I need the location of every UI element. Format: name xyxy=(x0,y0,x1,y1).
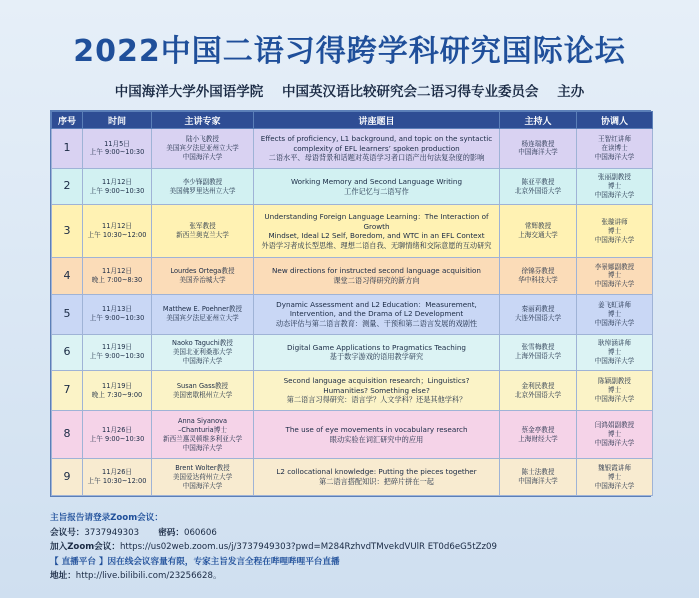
row-speaker xyxy=(152,294,254,334)
row-coordinator-line: 中国海洋大学 xyxy=(594,395,635,404)
row-topic-line: Effects of proficiency, L1 background, and topic on the syntactic xyxy=(260,133,493,143)
row-time-line: 上午 9:00~10:30 xyxy=(89,186,145,195)
row-host-line: 上海外国语大学 xyxy=(514,352,562,361)
row-number xyxy=(52,459,83,496)
row-coordinator-line: 张璇讲师 xyxy=(601,217,628,226)
schedule-table xyxy=(50,110,651,497)
organizer-2: 中国英汉语比较研究会二语习得专业委员会 xyxy=(282,84,539,100)
row-topic-line: The use of eye movements in vocabulary research xyxy=(285,424,468,434)
row-speaker-line: 美国宾夕法尼亚州立大学 xyxy=(166,314,239,323)
row-coordinator-line: 中国海洋大学 xyxy=(594,356,635,365)
password: 060606 xyxy=(184,527,217,538)
row-coordinator xyxy=(577,411,653,459)
row-number xyxy=(52,168,83,205)
address-line xyxy=(50,569,670,584)
address-link[interactable]: http://live.bilibili.com/23256628。 xyxy=(75,571,222,582)
meeting-id-line xyxy=(50,526,670,541)
row-host-line: 陈亚平教授 xyxy=(521,177,555,186)
row-host-line: 北京外国语大学 xyxy=(514,186,562,195)
row-topic-line: Dynamic Assessment and L2 Education：Measurement, xyxy=(276,299,477,309)
row-number-line: 6 xyxy=(63,344,71,358)
row-speaker-line: Brent Wolter教授 xyxy=(175,463,230,472)
row-speaker-line: 中国海洋大学 xyxy=(182,152,223,161)
row-coordinator xyxy=(577,168,653,205)
row-time-line: 上午 9:00~10:30 xyxy=(89,314,145,323)
row-speaker-line: Anna Siyanova xyxy=(177,416,228,425)
row-topic xyxy=(254,411,500,459)
row-coordinator-line: 博士 xyxy=(607,271,622,280)
row-host-line: 中国海洋大学 xyxy=(518,148,558,157)
row-time-line: 11月26日 xyxy=(102,425,132,434)
row-time-line: 上午 9:00~10:30 xyxy=(89,434,145,443)
row-topic xyxy=(254,294,500,334)
row-time-line: 上午 10:30~12:00 xyxy=(87,477,147,486)
row-host-line: 上海交通大学 xyxy=(518,231,558,240)
row-time-line: 11月12日 xyxy=(102,222,132,231)
row-number xyxy=(52,129,83,169)
row-time-line: 11月5日 xyxy=(104,139,130,148)
table-row xyxy=(52,334,653,371)
meeting-info xyxy=(50,511,670,584)
row-coordinator-line: 中国海洋大学 xyxy=(594,191,635,200)
row-host xyxy=(500,459,577,496)
row-speaker xyxy=(152,205,254,258)
row-topic-line: Second language acquisition research；Linguistics? xyxy=(283,376,470,385)
organizers xyxy=(0,80,699,100)
row-number xyxy=(52,205,83,258)
row-coordinator xyxy=(577,334,653,371)
row-speaker-line: 中国海洋大学 xyxy=(182,356,223,365)
row-host-line: 大连外国语大学 xyxy=(514,314,562,323)
row-coordinator-line: 闫鸿娟副教授 xyxy=(594,421,635,430)
row-speaker-line: 中国海洋大学 xyxy=(182,481,223,490)
row-coordinator xyxy=(577,129,653,169)
row-time xyxy=(83,334,152,371)
row-time xyxy=(83,411,152,459)
row-time xyxy=(83,168,152,205)
row-speaker xyxy=(152,168,254,205)
row-time-line: 11月19日 xyxy=(102,381,132,390)
row-number-line: 9 xyxy=(63,469,71,483)
row-host-line: 北京外国语大学 xyxy=(514,390,562,399)
row-topic-line: complexity of EFL learners’ spoken production xyxy=(293,143,460,153)
row-topic xyxy=(254,334,500,371)
row-speaker xyxy=(152,371,254,411)
row-host xyxy=(500,205,577,258)
row-number-line: 2 xyxy=(63,179,71,193)
header-host: 主持人 xyxy=(500,112,577,129)
join-line xyxy=(50,540,670,555)
row-number xyxy=(52,294,83,334)
row-topic-line: Working Memory and Second Language Writing xyxy=(290,176,463,186)
table-row xyxy=(52,459,653,496)
row-topic xyxy=(254,371,500,411)
row-topic-line: 动态评估与第二语言教育：测量、干预和第二语言发展的戏剧性 xyxy=(275,319,478,328)
row-time-line: 上午 9:00~10:30 xyxy=(89,352,145,361)
row-topic-line: 外语学习者成长型思维、理想二语自我、无聊情绪和交际意愿的互动研究 xyxy=(261,241,492,250)
table-row xyxy=(52,294,653,334)
row-topic xyxy=(254,258,500,295)
row-topic-line: Digital Game Applications to Pragmatics Teaching xyxy=(287,342,466,352)
row-host-line: 金利民教授 xyxy=(521,381,555,390)
row-speaker-line: 美国宾夕法尼亚州立大学 xyxy=(166,143,239,152)
row-time-line: 上午 10:30~12:00 xyxy=(87,231,147,240)
row-topic xyxy=(254,129,500,169)
row-time xyxy=(83,129,152,169)
row-speaker-line: Matthew E. Poehner教授 xyxy=(162,305,243,314)
row-host xyxy=(500,129,577,169)
row-speaker xyxy=(152,129,254,169)
table-body xyxy=(52,129,653,496)
row-coordinator-line: 博士 xyxy=(607,430,622,439)
row-topic-line: New directions for instructed second language acquisition xyxy=(272,266,481,276)
row-speaker-line: Susan Gass教授 xyxy=(176,381,229,390)
row-coordinator-line: 中国海洋大学 xyxy=(594,318,635,327)
row-coordinator-line: 在读博士 xyxy=(601,143,628,152)
row-host-line: 秦丽莉教授 xyxy=(521,305,555,314)
row-topic xyxy=(254,205,500,258)
row-time-line: 晚上 7:00~8:30 xyxy=(91,275,143,284)
row-coordinator xyxy=(577,258,653,295)
live-note: 【 直播平台 】因在线会议容量有限，专家主旨发言全程在哔哩哔哩平台直播 xyxy=(50,556,340,567)
row-time xyxy=(83,459,152,496)
header-no: 序号 xyxy=(52,112,83,129)
table-row xyxy=(52,168,653,205)
row-topic-line: Humanities? Something else? xyxy=(323,385,430,395)
header-topic: 讲座题目 xyxy=(254,112,500,129)
row-host xyxy=(500,294,577,334)
zoom-heading: 主旨报告请登录Zoom会议： xyxy=(50,513,163,523)
row-coordinator-line: 中国海洋大学 xyxy=(594,152,635,161)
row-topic-line: 第二语言搭配知识：把碎片拼在一起 xyxy=(318,477,434,487)
row-topic xyxy=(254,168,500,205)
row-coordinator-line: 中国海洋大学 xyxy=(594,235,635,244)
row-coordinator-line: 陈颖副教授 xyxy=(598,377,631,386)
table-row xyxy=(52,411,653,459)
row-coordinator-line: 张丽副教授 xyxy=(598,173,631,182)
row-topic-line: Mindset, Ideal L2 Self, Boredom, and WTC in an EFL Context xyxy=(268,231,485,241)
row-time xyxy=(83,258,152,295)
row-coordinator-line: 李景娜副教授 xyxy=(594,262,635,271)
row-speaker-line: Lourdes Ortega教授 xyxy=(170,267,235,276)
row-coordinator-line: 博士 xyxy=(607,386,622,395)
row-time xyxy=(83,294,152,334)
row-host-line: 徐锦芬教授 xyxy=(521,267,555,276)
organizer-role: 主办 xyxy=(557,84,585,100)
row-coordinator-line: 博士 xyxy=(607,182,622,191)
row-coordinator-line: 博士 xyxy=(607,226,622,235)
row-coordinator-line: 王智红讲师 xyxy=(598,135,631,144)
page-title: 2022中国二语习得跨学科研究国际论坛 xyxy=(73,34,626,69)
row-number-line: 1 xyxy=(63,141,71,154)
row-coordinator-line: 中国海洋大学 xyxy=(594,439,635,448)
row-topic-line: 课堂二语习得研究的新方向 xyxy=(333,275,420,285)
organizer-1: 中国海洋大学外国语学院 xyxy=(114,84,264,100)
row-host xyxy=(500,411,577,459)
row-coordinator-line: 魏银霞讲师 xyxy=(598,463,631,472)
address-label: 地址： xyxy=(50,571,76,582)
row-coordinator xyxy=(577,459,653,496)
row-time-line: 晚上 7:30~9:00 xyxy=(91,390,143,399)
row-speaker-line: 美国爱达荷州立大学 xyxy=(172,472,233,481)
row-number-line: 5 xyxy=(63,306,71,320)
row-coordinator xyxy=(577,294,653,334)
row-coordinator-line: 姜飞虹讲师 xyxy=(598,300,631,309)
join-url-link[interactable]: https://us02web.zoom.us/j/3737949303?pwd=M284RzhvdTMvekdVUlR ET0d6eG5tZz09 xyxy=(119,542,497,553)
row-coordinator-line: 中国海洋大学 xyxy=(594,280,635,289)
row-coordinator-line: 博士 xyxy=(607,309,622,318)
row-host-line: 蔡金亭教授 xyxy=(521,425,555,434)
row-topic-line: 工作记忆与二语写作 xyxy=(344,186,409,196)
row-host-line: 华中科技大学 xyxy=(518,275,558,284)
row-coordinator-line: 博士 xyxy=(607,347,622,356)
row-host-line: 杨连瑞教授 xyxy=(521,139,555,148)
row-speaker-line: 陆小飞教授 xyxy=(186,135,219,144)
row-host-line: 中国海洋大学 xyxy=(518,477,558,486)
row-topic-line: Intervention, and the Drama of L2 Development xyxy=(289,309,464,319)
row-coordinator-line: 博士 xyxy=(607,472,622,481)
table-row xyxy=(52,205,653,258)
row-host xyxy=(500,334,577,371)
row-topic-line: 二语水平、母语背景和话题对英语学习者口语产出句法复杂度的影响 xyxy=(268,153,485,163)
row-time-line: 11月12日 xyxy=(102,177,132,186)
row-number-line: 7 xyxy=(63,383,71,397)
row-topic-line: 基于数字游戏的语用教学研究 xyxy=(329,352,424,362)
row-number xyxy=(52,371,83,411)
row-time-line: 上午 9:00~10:30 xyxy=(89,148,145,157)
row-number xyxy=(52,411,83,459)
row-speaker-line: 美国佛罗里达州立大学 xyxy=(169,186,236,195)
table-row xyxy=(52,258,653,295)
row-time xyxy=(83,371,152,411)
row-speaker-line: 李少锋副教授 xyxy=(182,177,223,186)
row-coordinator xyxy=(577,205,653,258)
row-time-line: 11月12日 xyxy=(102,267,132,276)
join-label: 加入Zoom会议： xyxy=(50,542,120,553)
row-host xyxy=(500,258,577,295)
row-number xyxy=(52,334,83,371)
row-host xyxy=(500,168,577,205)
row-number xyxy=(52,258,83,295)
row-speaker-line: –Chanturia博士 xyxy=(178,425,227,434)
row-coordinator-line: 耿绰涵讲师 xyxy=(598,339,631,348)
row-time-line: 11月19日 xyxy=(102,343,132,352)
row-topic-line: L2 collocational knowledge: Putting the pieces together xyxy=(276,467,477,477)
row-host-line: 陈士法教授 xyxy=(521,468,555,477)
row-speaker-line: 美国密歇根州立大学 xyxy=(172,390,233,399)
row-coordinator-line: 中国海洋大学 xyxy=(594,481,635,490)
table-row xyxy=(52,129,653,169)
header-time: 时间 xyxy=(83,112,152,129)
row-host-line: 张雪梅教授 xyxy=(521,343,555,352)
row-speaker-line: 中国海洋大学 xyxy=(182,443,223,452)
row-time-line: 11月13日 xyxy=(102,305,132,314)
row-host xyxy=(500,371,577,411)
table-header-row xyxy=(52,112,653,129)
row-speaker-line: 美国乔治城大学 xyxy=(179,275,226,284)
row-time xyxy=(83,205,152,258)
row-host-line: 上海财经大学 xyxy=(518,434,558,443)
row-speaker-line: Naoko Taguchi教授 xyxy=(172,339,233,348)
row-speaker-line: 新西兰惠灵顿维多利亚大学 xyxy=(162,434,243,443)
table-row xyxy=(52,371,653,411)
row-speaker-line: 新西兰奥克兰大学 xyxy=(176,231,229,240)
row-topic xyxy=(254,459,500,496)
row-coordinator xyxy=(577,371,653,411)
meeting-id: 3737949303 xyxy=(84,527,140,538)
row-speaker xyxy=(152,459,254,496)
row-number-line: 8 xyxy=(63,427,71,441)
row-topic-line: 眼动实验在词汇研究中的应用 xyxy=(329,434,424,444)
password-label: 密码： xyxy=(158,527,184,538)
meeting-id-label: 会议号： xyxy=(50,527,85,538)
row-topic-line: Understanding Foreign Language Learning：The Interaction of Growth xyxy=(264,211,489,231)
row-speaker xyxy=(152,334,254,371)
row-topic-line: 第二语言习得研究：语言学？人文学科？还是其他学科？ xyxy=(286,395,467,405)
row-time-line: 11月26日 xyxy=(102,468,132,477)
row-speaker xyxy=(152,411,254,459)
row-host-line: 常辉教授 xyxy=(524,222,552,231)
row-speaker-line: 张军教授 xyxy=(189,222,216,231)
row-number-line: 3 xyxy=(63,223,71,237)
row-number-line: 4 xyxy=(63,268,71,282)
header-coordinator: 协调人 xyxy=(577,112,653,129)
header-speaker: 主讲专家 xyxy=(152,112,254,129)
row-speaker-line: 美国北亚利桑那大学 xyxy=(172,347,233,356)
row-speaker xyxy=(152,258,254,295)
